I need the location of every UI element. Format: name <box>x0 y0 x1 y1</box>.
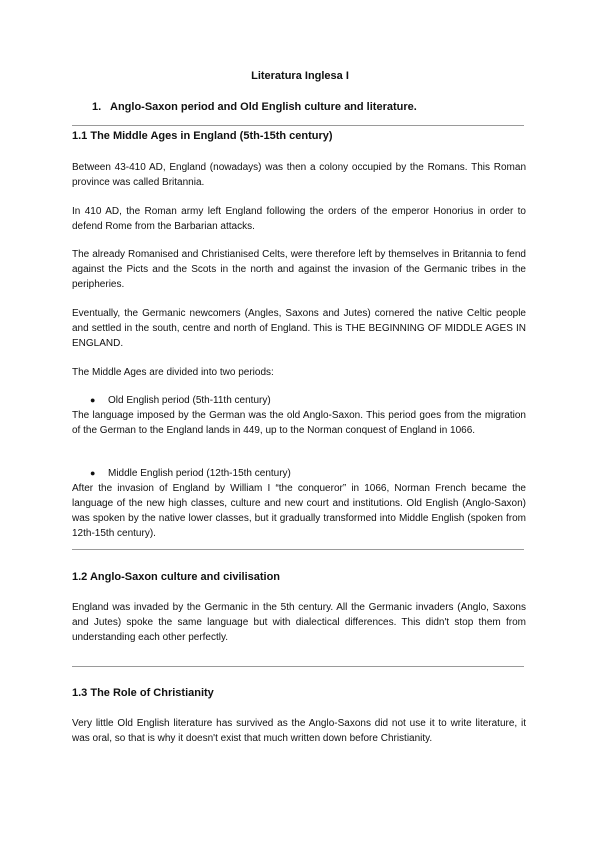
paragraph: Eventually, the Germanic newcomers (Angles, Saxons and Jutes) cornered the native Celtic people and settled in the south, centre and north of England. This is THE BEGINNING OF MIDDLE AGES IN ENGLAND. <box>72 308 526 349</box>
divider-line <box>72 666 524 667</box>
section-heading-christianity: 1.3 The Role of Christianity <box>72 687 214 699</box>
chapter-number: 1. <box>92 101 102 113</box>
section-heading-middle-ages: 1.1 The Middle Ages in England (5th-15th century) <box>72 130 333 142</box>
divider-line <box>72 125 524 126</box>
chapter-heading <box>92 101 417 113</box>
paragraph: Between 43-410 AD, England (nowadays) was then a colony occupied by the Romans. This Roman province was called Britannia. <box>72 162 526 188</box>
bullet-item-old-english <box>90 393 271 408</box>
bullet-label: Old English period (5th-11th century) <box>108 395 271 406</box>
bullet-dot-icon: ● <box>90 395 96 405</box>
divider-line <box>72 549 524 550</box>
paragraph: The language imposed by the German was the old Anglo-Saxon. This period goes from the migration of the German to the England lands in 449, up to the Norman conquest of England in 1066. <box>72 410 526 436</box>
paragraph: In 410 AD, the Roman army left England following the orders of the emperor Honorius in order to defend Rome from the Barbarian attacks. <box>72 206 526 232</box>
paragraph: England was invaded by the Germanic in the 5th century. All the Germanic invaders (Anglo, Saxons and Jutes) spoke the same language but with dialectical differences. This didn't stop them from understanding each other perfectly. <box>72 602 526 643</box>
paragraph: After the invasion of England by William I “the conqueror” in 1066, Norman French became the language of the new high classes, culture and new court and institutions. Old English (Anglo-Saxon) was spoken by the native lower classes, but it gradually transformed into Middle English (spoken from 12th-15th century). <box>72 483 526 539</box>
bullet-item-middle-english <box>90 466 291 481</box>
bullet-label: Middle English period (12th-15th century) <box>108 468 291 479</box>
section-heading-anglo-saxon-culture: 1.2 Anglo-Saxon culture and civilisation <box>72 571 281 583</box>
bullet-dot-icon: ● <box>90 468 96 478</box>
document-title: Literatura Inglesa I <box>251 70 349 82</box>
paragraph: Very little Old English literature has survived as the Anglo-Saxons did not use it to write literature, it was oral, so that is why it doesn't exist that much written down before Christianity. <box>72 718 526 744</box>
paragraph: The Middle Ages are divided into two periods: <box>72 367 274 378</box>
paragraph: The already Romanised and Christianised Celts, were therefore left by themselves in Britannia to fend against the Picts and the Scots in the north and against the invasion of the Germanic tribes in the peripheries. <box>72 249 526 290</box>
chapter-title: Anglo-Saxon period and Old English culture and literature. <box>110 101 417 113</box>
